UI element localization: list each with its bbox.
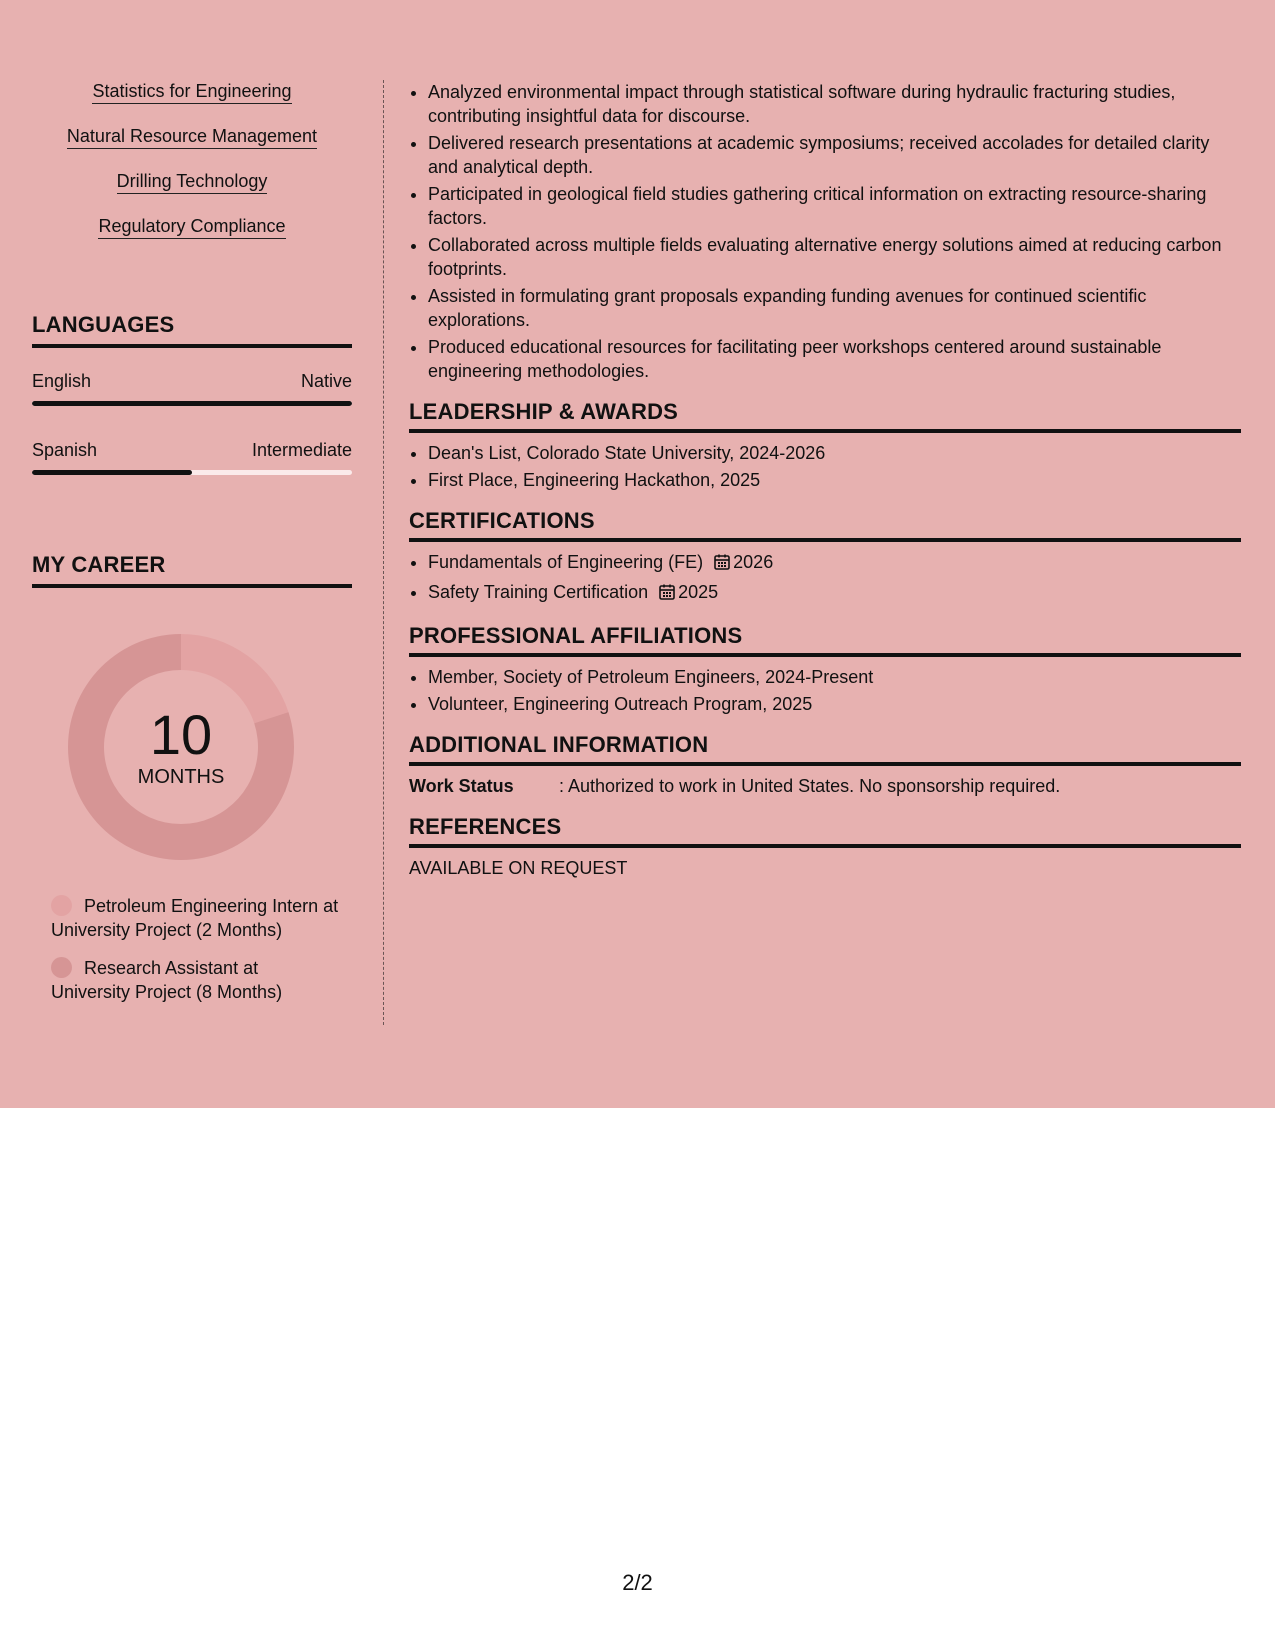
- languages-section: [32, 312, 352, 475]
- experience-bullets: [409, 80, 1241, 383]
- legend-swatch: [51, 895, 72, 916]
- career-section: [32, 552, 352, 1004]
- skill-item: [32, 170, 352, 215]
- references-text: AVAILABLE ON REQUEST: [409, 858, 628, 878]
- references-section: [409, 814, 1241, 880]
- skills-list: [32, 80, 352, 260]
- sidebar: [32, 80, 352, 1025]
- certification-item: [428, 550, 1241, 577]
- language-proficiency-bar: [32, 401, 352, 406]
- award-item: • Dean's List, Colorado State University, 2024-2026: [428, 441, 1241, 465]
- certification-year: 2026: [733, 552, 774, 572]
- donut-total-value: 10: [149, 703, 213, 766]
- experience-bullet: • Participated in geological field studies gathering critical information on extracting resource-sharing factors.: [428, 182, 1241, 230]
- skill-label: Natural Resource Management: [67, 125, 317, 149]
- affiliations-section: [409, 623, 1241, 716]
- leadership-heading: LEADERSHIP & AWARDS: [409, 399, 1241, 433]
- legend-item: [51, 894, 341, 942]
- skill-label: Drilling Technology: [117, 170, 268, 194]
- legend-label: Research Assistant at University Project (8 Months): [51, 958, 283, 1002]
- work-status-label: Work Status: [409, 776, 514, 796]
- calendar-icon: [658, 583, 676, 607]
- language-level: Intermediate: [251, 440, 352, 460]
- work-status-value: : Authorized to work in United States. No sponsorship required.: [559, 776, 1061, 796]
- award-item: • First Place, Engineering Hackathon, 2025: [428, 468, 1241, 492]
- column-divider: [383, 80, 384, 1025]
- skill-item: [32, 125, 352, 170]
- experience-bullet: • Collaborated across multiple fields evaluating alternative energy solutions aimed at reducing carbon footprints.: [428, 233, 1241, 281]
- certification-name: Fundamentals of Engineering (FE): [428, 552, 704, 572]
- skill-item: [32, 80, 352, 125]
- language-proficiency-fill: [32, 470, 192, 475]
- main-column: [409, 80, 1241, 880]
- certifications-section: [409, 508, 1241, 607]
- affiliation-item: • Member, Society of Petroleum Engineers, 2024-Present: [428, 665, 1241, 689]
- language-proficiency-fill: [32, 401, 352, 406]
- affiliations-heading: PROFESSIONAL AFFILIATIONS: [409, 623, 1241, 657]
- career-donut-chart: [66, 632, 296, 862]
- career-heading: MY CAREER: [32, 552, 352, 588]
- certification-year: 2025: [678, 582, 719, 602]
- page-number: 2/2: [622, 1570, 653, 1595]
- donut-center: [66, 632, 296, 862]
- experience-bullet: • Produced educational resources for facilitating peer workshops centered around sustainable engineering methodologies.: [428, 335, 1241, 383]
- affiliation-item: • Volunteer, Engineering Outreach Program, 2025: [428, 692, 1241, 716]
- language-row: [32, 370, 352, 406]
- calendar-icon: [713, 553, 731, 577]
- leadership-section: [409, 399, 1241, 492]
- language-name: Spanish: [32, 440, 98, 460]
- skill-label: Regulatory Compliance: [98, 215, 285, 239]
- donut-total-unit: MONTHS: [137, 766, 225, 788]
- additional-info-heading: ADDITIONAL INFORMATION: [409, 732, 1241, 766]
- experience-bullet: • Analyzed environmental impact through statistical software during hydraulic fracturing studies, contributing insightful data for discourse.: [428, 80, 1241, 128]
- legend-swatch: [51, 957, 72, 978]
- language-name: English: [32, 371, 92, 391]
- skill-item: [32, 215, 352, 260]
- language-proficiency-bar: [32, 470, 352, 475]
- legend-item: [51, 956, 341, 1004]
- certification-name: Safety Training Certification: [428, 582, 649, 602]
- experience-bullet: • Assisted in formulating grant proposals expanding funding avenues for continued scientific explorations.: [428, 284, 1241, 332]
- additional-info-section: [409, 732, 1241, 798]
- language-row: [32, 439, 352, 475]
- experience-bullet: • Delivered research presentations at academic symposiums; received accolades for detailed clarity and analytical depth.: [428, 131, 1241, 179]
- career-legend: [51, 894, 341, 1004]
- legend-label: Petroleum Engineering Intern at University Project (2 Months): [51, 896, 339, 940]
- references-heading: REFERENCES: [409, 814, 1241, 848]
- work-status-row: [409, 774, 1241, 798]
- language-level: Native: [300, 371, 352, 391]
- certifications-heading: CERTIFICATIONS: [409, 508, 1241, 542]
- languages-heading: LANGUAGES: [32, 312, 352, 348]
- skill-label: Statistics for Engineering: [92, 80, 291, 104]
- certification-item: [428, 580, 1241, 607]
